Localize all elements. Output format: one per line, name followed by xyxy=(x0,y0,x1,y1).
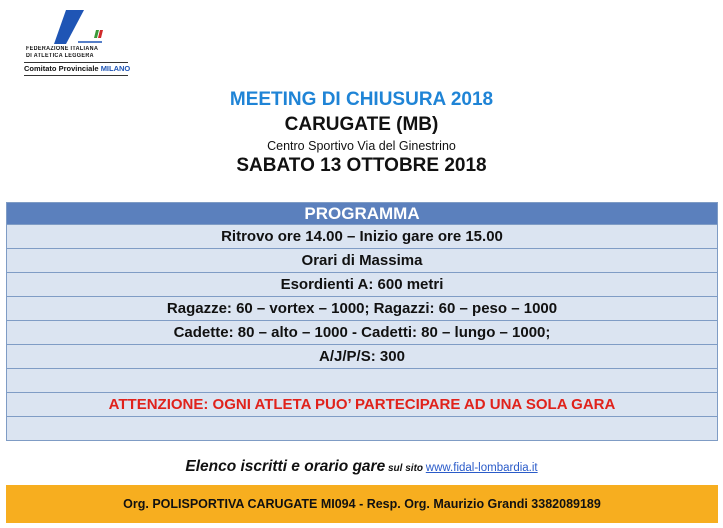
table-cell-empty xyxy=(7,369,718,393)
table-cell-cadetti: Cadette: 80 – alto – 1000 - Cadetti: 80 – lungo – 1000; xyxy=(7,321,718,345)
table-row xyxy=(7,321,718,345)
table-row xyxy=(7,273,718,297)
table-row xyxy=(7,249,718,273)
entries-notice xyxy=(0,458,723,476)
logo-committee-bar xyxy=(24,62,131,76)
table-cell-ajps: A/J/P/S: 300 xyxy=(7,345,718,369)
programma-heading: PROGRAMMA xyxy=(7,203,718,225)
event-title: MEETING DI CHIUSURA 2018 xyxy=(229,89,494,110)
programma-table xyxy=(6,202,718,441)
event-date: SABATO 13 OTTOBRE 2018 xyxy=(236,155,487,176)
logo-federation-line: FEDERAZIONE ITALIANA xyxy=(26,46,99,52)
table-cell-ragazzi: Ragazze: 60 – vortex – 1000; Ragazzi: 60 – peso – 1000 xyxy=(7,297,718,321)
logo-committee-label: Comitato Provinciale xyxy=(24,64,101,73)
table-header-row xyxy=(7,203,718,225)
table-row xyxy=(7,369,718,393)
fidal-lombardia-link[interactable]: www.fidal-lombardia.it xyxy=(425,462,538,474)
table-cell-esordienti: Esordienti A: 600 metri xyxy=(7,273,718,297)
table-cell-empty-2 xyxy=(7,417,718,441)
table-cell-warning: ATTENZIONE: OGNI ATLETA PUO’ PARTECIPARE AD UNA SOLA GARA xyxy=(7,393,718,417)
organizer-footer: Org. POLISPORTIVA CARUGATE MI094 - Resp. Org. Maurizio Grandi 3382089189 xyxy=(6,485,718,523)
event-city: CARUGATE (MB) xyxy=(284,114,439,135)
event-venue: Centro Sportivo Via del Ginestrino xyxy=(267,139,456,153)
table-row xyxy=(7,345,718,369)
table-row xyxy=(7,225,718,249)
table-row xyxy=(7,393,718,417)
logo-federation-line-2: DI ATLETICA LEGGERA xyxy=(26,53,94,59)
table-row xyxy=(7,297,718,321)
entries-notice-site-label: sul sito xyxy=(385,463,426,474)
logo-committee-city: MILANO xyxy=(100,64,131,73)
table-cell-orari: Orari di Massima xyxy=(7,249,718,273)
table-cell-ritrovo: Ritrovo ore 14.00 – Inizio gare ore 15.00 xyxy=(7,225,718,249)
table-row xyxy=(7,417,718,441)
entries-notice-main: Elenco iscritti e orario gare xyxy=(185,458,386,475)
fidal-logo xyxy=(24,8,131,73)
fidal-emblem-icon xyxy=(52,8,104,46)
